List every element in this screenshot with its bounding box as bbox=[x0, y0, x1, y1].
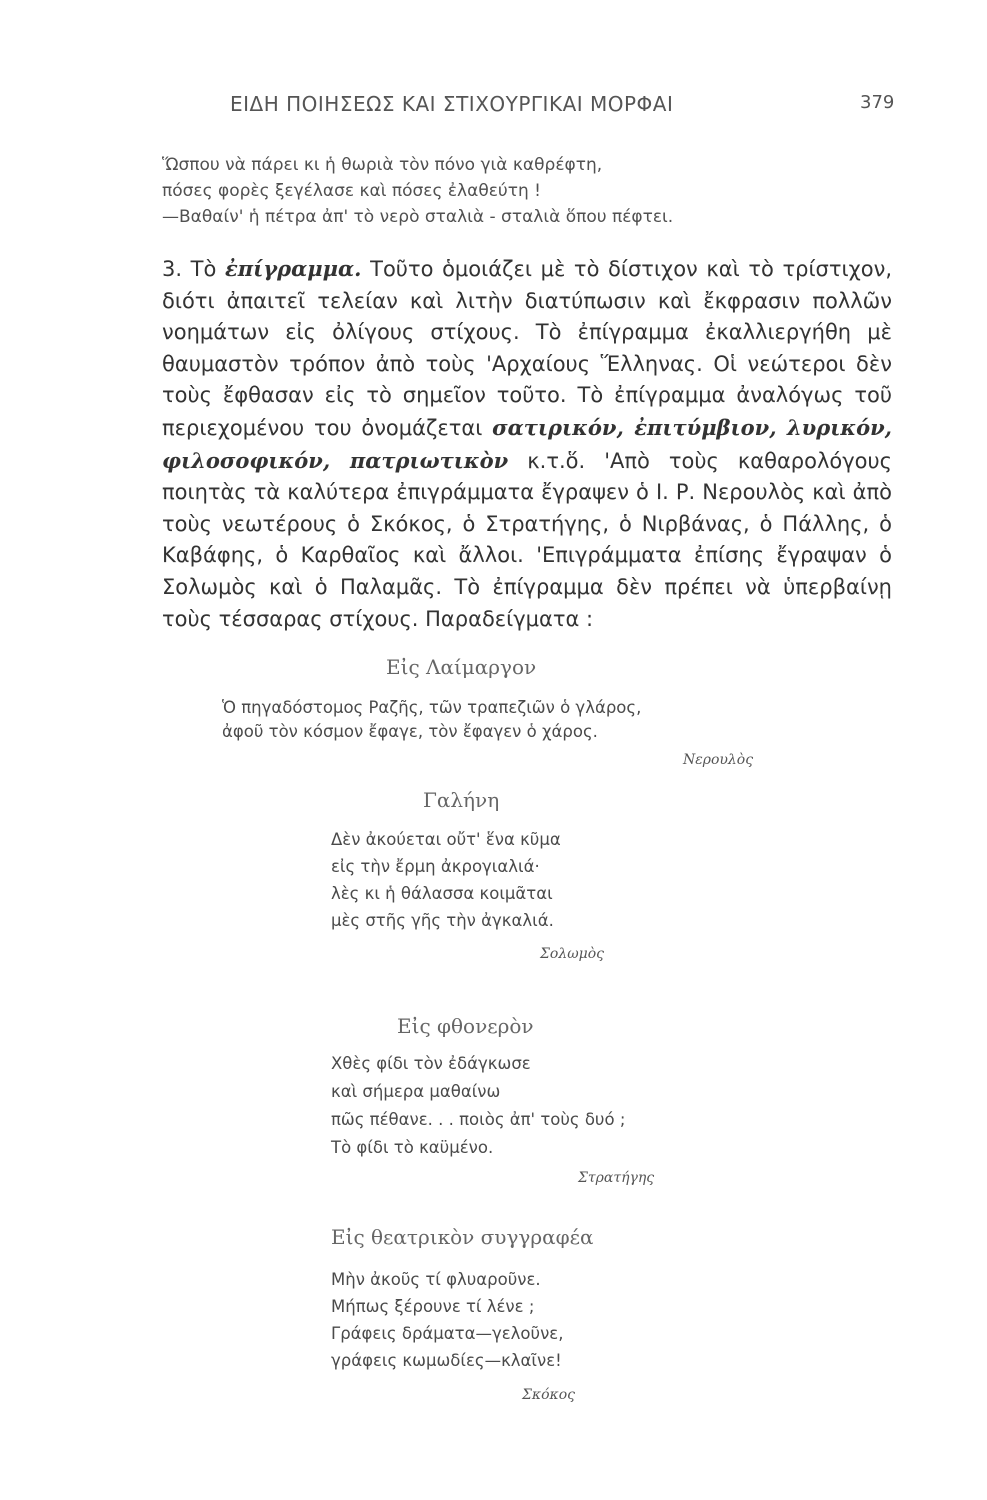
verse-line: λὲς κι ἡ θάλασσα κοιμᾶται bbox=[331, 884, 553, 903]
running-header: ΕΙΔΗ ΠΟΙΗΣΕΩΣ ΚΑΙ ΣΤΙΧΟΥΡΓΙΚΑΙ ΜΟΡΦΑΙ bbox=[230, 92, 674, 116]
page-number: 379 bbox=[860, 92, 895, 113]
epigram-kinds: σατιρικόν, ἐπιτύμβιον, λυρικόν, φιλοσοφικόν, πατριωτικὸν bbox=[162, 414, 892, 473]
verse-line: Τὸ φίδι τὸ καϋμένο. bbox=[331, 1138, 494, 1157]
verse-line: Ὁ πηγαδόστομος Ραζῆς, τῶν τραπεζιῶν ὁ γλάρος, bbox=[222, 698, 642, 717]
epigram-author: Νερουλὸς bbox=[683, 752, 754, 768]
verse-line: καὶ σήμερα μαθαίνω bbox=[331, 1082, 501, 1101]
paragraph-text: κ.τ.ὅ. 'Απὸ τοὺς καθαρολόγους ποιητὰς τὰ καλύτερα ἐπιγράμματα ἔγραψεν ὁ Ι. Ρ. Νερουλὸς καὶ ἀπὸ τοὺς νεωτέρους ὁ Σκόκος, ὁ Στρατήγης, ὁ Νιρβάνας, ὁ Πάλλης, ὁ Καβάφης, ὁ Καρθαῖος καὶ ἄλλοι. 'Επιγράμματα ἐπίσης ἔγραψαν ὁ Σολωμὸς καὶ ὁ Παλαμᾶς. Τὸ ἐπίγραμμα δὲν πρέπει νὰ ὑπερβαίνῃ τοὺς τέσσαρας στίχους. Παραδείγματα : bbox=[162, 448, 892, 631]
epigram-verse bbox=[331, 1050, 625, 1162]
verse-line: μὲς στῆς γῆς τὴν ἀγκαλιά. bbox=[331, 911, 554, 930]
verse-line: γράφεις κωμωδίες—κλαῖνε! bbox=[331, 1351, 562, 1370]
epigram-verse bbox=[331, 826, 561, 934]
epigram-author: Στρατήγης bbox=[578, 1170, 655, 1186]
epigram-verse bbox=[331, 1266, 563, 1374]
epigram-title: Εἰς Λαίμαργον bbox=[386, 655, 537, 679]
verse-line: Ὥσπου νὰ πάρει κι ἡ θωριὰ τὸν πόνο γιὰ καθρέφτη, bbox=[162, 155, 603, 175]
epigram-author: Σκόκος bbox=[522, 1387, 575, 1403]
verse-line: Δὲν ἀκούεται οὔτ' ἕνα κῦμα bbox=[331, 830, 561, 849]
verse-line: Χθὲς φίδι τὸν ἐδάγκωσε bbox=[331, 1054, 531, 1073]
quoted-verse bbox=[162, 152, 673, 230]
epigram-title: Εἰς φθονερὸν bbox=[397, 1014, 534, 1038]
verse-line: Γράφεις δράματα—γελοῦνε, bbox=[331, 1324, 564, 1343]
epigram-paragraph bbox=[162, 253, 892, 635]
epigram-verse bbox=[222, 696, 641, 744]
verse-line: πῶς πέθανε. . . ποιὸς ἀπ' τοὺς δυό ; bbox=[331, 1110, 626, 1129]
verse-line: ἀφοῦ τὸν κόσμον ἔφαγε, τὸν ἔφαγεν ὁ χάρος. bbox=[222, 722, 598, 741]
verse-line: Μὴν ἀκοῦς τί φλυαροῦνε. bbox=[331, 1270, 541, 1289]
verse-line: πόσες φορὲς ξεγέλασε καὶ πόσες ἐλαθεύτη ! bbox=[162, 181, 541, 201]
verse-line: εἰς τὴν ἔρμη ἀκρογιαλιά· bbox=[331, 857, 540, 876]
verse-line: —Βαθαίν' ἡ πέτρα ἀπ' τὸ νερὸ σταλιὰ - σταλιὰ ὅπου πέφτει. bbox=[162, 207, 674, 227]
epigram-title: Γαλήνη bbox=[423, 788, 500, 812]
verse-line: Μήπως ξέρουνε τί λένε ; bbox=[331, 1297, 535, 1316]
paragraph-text: Τοῦτο ὁμοιάζει μὲ τὸ δίστιχον καὶ τὸ τρίστιχον, διότι ἀπαιτεῖ τελείαν καὶ λιτὴν διατύπωσιν καὶ ἔκφρασιν πολλῶν νοημάτων εἰς ὀλίγους στίχους. Τὸ ἐπίγραμμα ἐκαλλιεργήθη μὲ θαυμαστὸν τρόπον ἀπὸ τοὺς 'Αρχαίους Ἕλληνας. Οἱ νεώτεροι δὲν τοὺς ἔφθασαν εἰς τὸ σημεῖον τοῦτο. Τὸ ἐπίγραμμα ἀναλόγως τοῦ περιεχομένου του ὀνομάζεται bbox=[162, 257, 893, 440]
epigram-author: Σολωμὸς bbox=[540, 946, 604, 962]
epigram-title: Εἰς θεατρικὸν συγγραφέα bbox=[331, 1225, 594, 1249]
paragraph-text: 3. Τὸ bbox=[162, 257, 225, 281]
section-term: ἐπίγραμμα. bbox=[224, 256, 362, 281]
